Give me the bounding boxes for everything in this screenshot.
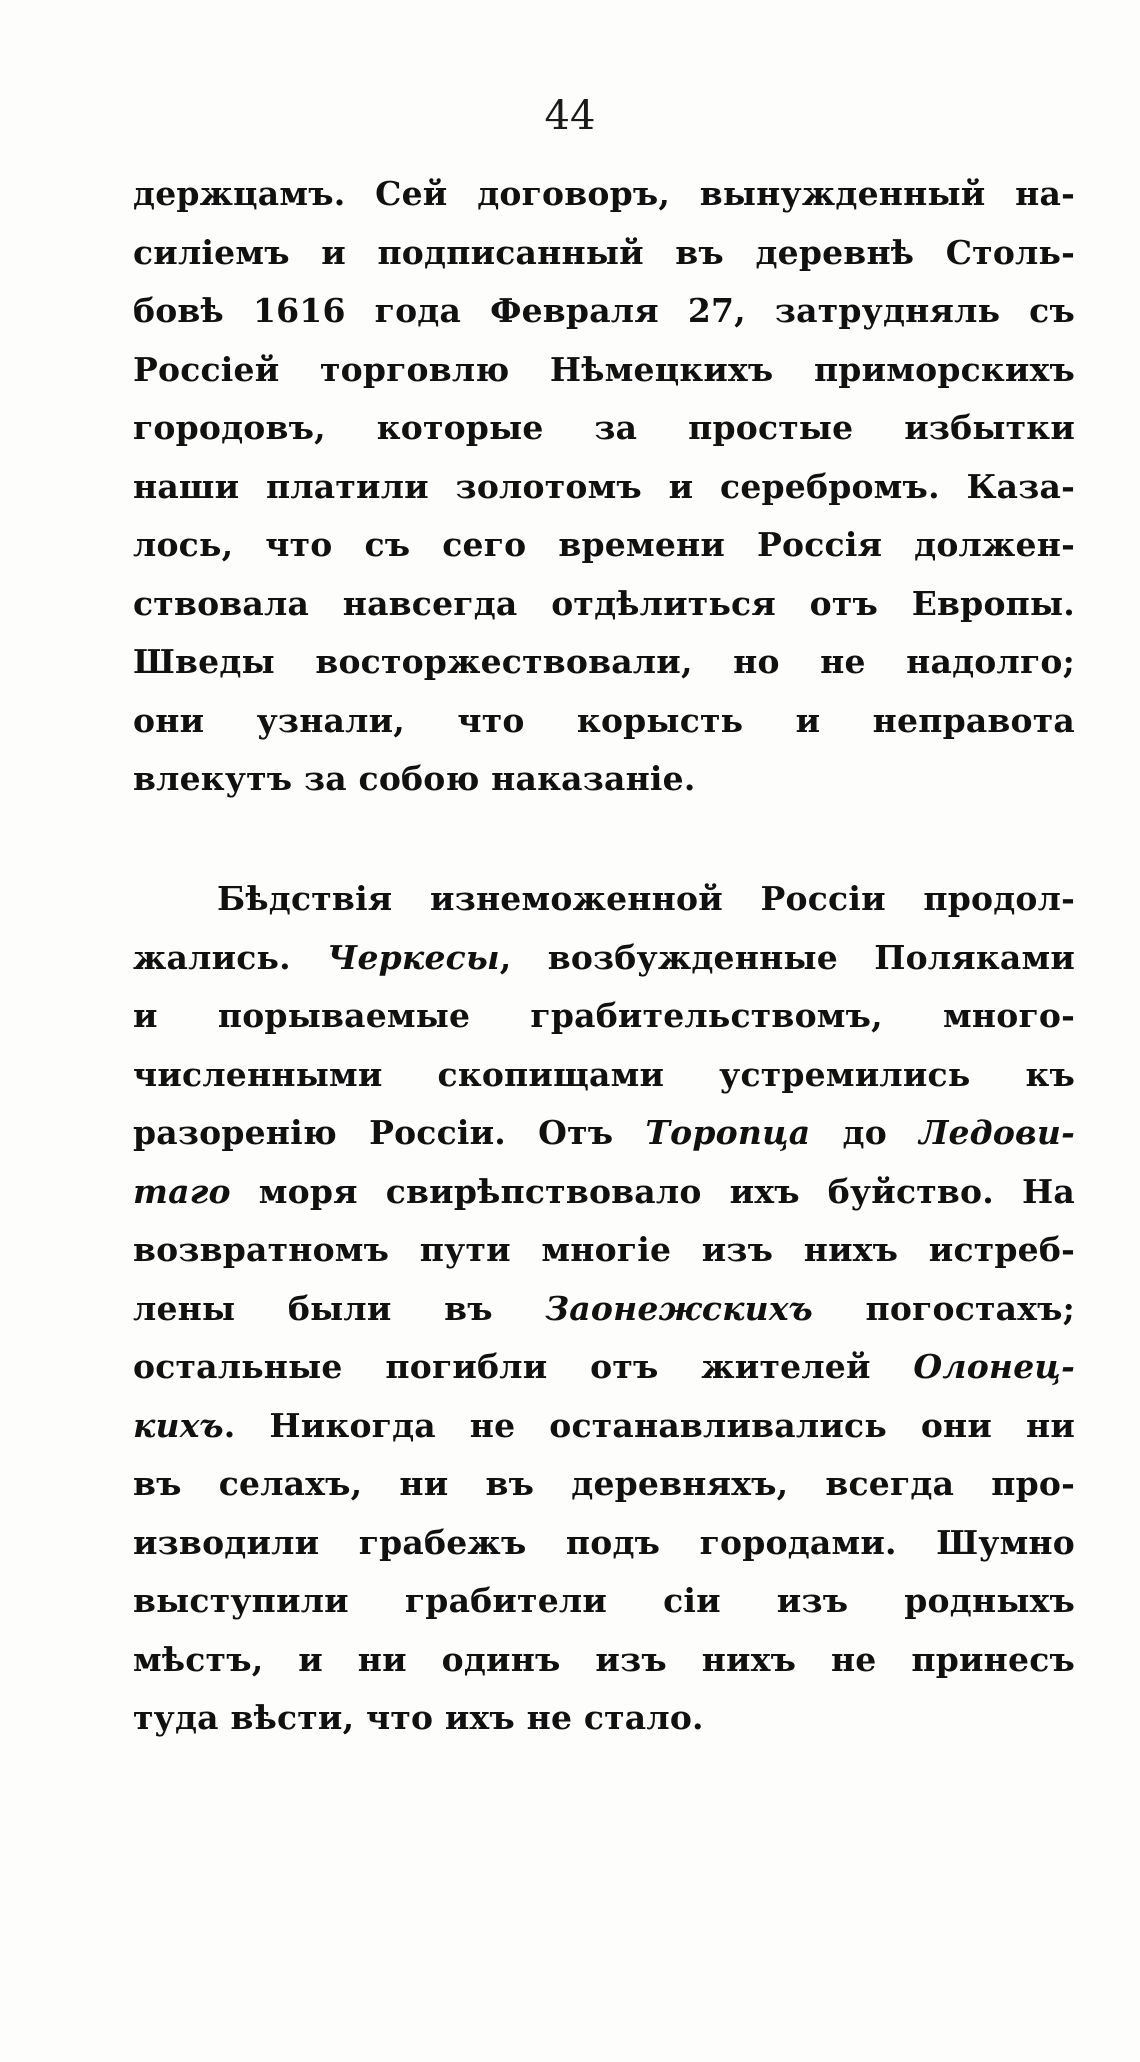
text-line: Россіей торговлю Нѣмецкихъ приморскихъ bbox=[133, 349, 1075, 389]
text-line: городовъ, которые за простые избытки bbox=[133, 408, 1075, 447]
page-number: 44 bbox=[544, 93, 596, 139]
text-line: численными скопищами устремились къ bbox=[133, 1054, 1075, 1094]
paragraph-1 bbox=[133, 165, 1075, 809]
text-line: таго моря свирѣпствовало ихъ буйство. На bbox=[133, 1171, 1075, 1211]
text-line: лены были въ Заонежскихъ погостахъ; bbox=[133, 1288, 1075, 1328]
text-line: изводили грабежъ подъ городами. Шумно bbox=[133, 1522, 1075, 1562]
text-line: Шведы восторжествовали, но не надолго; bbox=[133, 642, 1075, 681]
text-line: они узнали, что корысть и неправота bbox=[133, 700, 1075, 740]
text-line: кихъ. Никогда не останавливались они ни bbox=[133, 1405, 1075, 1445]
text-line: мѣстъ, и ни одинъ изъ нихъ не принесъ bbox=[133, 1639, 1075, 1679]
paragraph-2 bbox=[133, 870, 1075, 1748]
text-line: влекутъ за собою наказаніе. bbox=[133, 759, 696, 798]
text-line: жались. Черкесы, возбужденные Поляками bbox=[133, 937, 1075, 977]
text-line: туда вѣсти, что ихъ не стало. bbox=[133, 1698, 704, 1737]
text-line: силіемъ и подписанный въ деревнѣ Столь- bbox=[133, 232, 1075, 272]
text-line: Бѣдствія изнеможенной Россіи продол- bbox=[217, 879, 1075, 918]
text-line: разоренію Россіи. Отъ Торопца до Ледови- bbox=[133, 1113, 1075, 1152]
text-line: лось, что съ сего времени Россія должен- bbox=[133, 525, 1075, 564]
text-line: держцамъ. Сей договоръ, вынужденный на- bbox=[133, 174, 1075, 213]
text-line: выступили грабители сіи изъ родныхъ bbox=[133, 1581, 1075, 1620]
text-line: наши платили золотомъ и серебромъ. Каза- bbox=[133, 466, 1075, 506]
text-line: въ селахъ, ни въ деревняхъ, всегда про- bbox=[133, 1464, 1075, 1503]
text-line: и порываемые грабительствомъ, много- bbox=[133, 996, 1075, 1035]
text-line: возвратномъ пути многіе изъ нихъ истреб- bbox=[133, 1230, 1075, 1269]
text-line: остальные погибли отъ жителей Олонец- bbox=[133, 1347, 1075, 1386]
text-line: бовѣ 1616 года Февраля 27, затрудняль съ bbox=[133, 291, 1075, 330]
text-line: ствовала навсегда отдѣлиться отъ Европы. bbox=[133, 583, 1075, 623]
